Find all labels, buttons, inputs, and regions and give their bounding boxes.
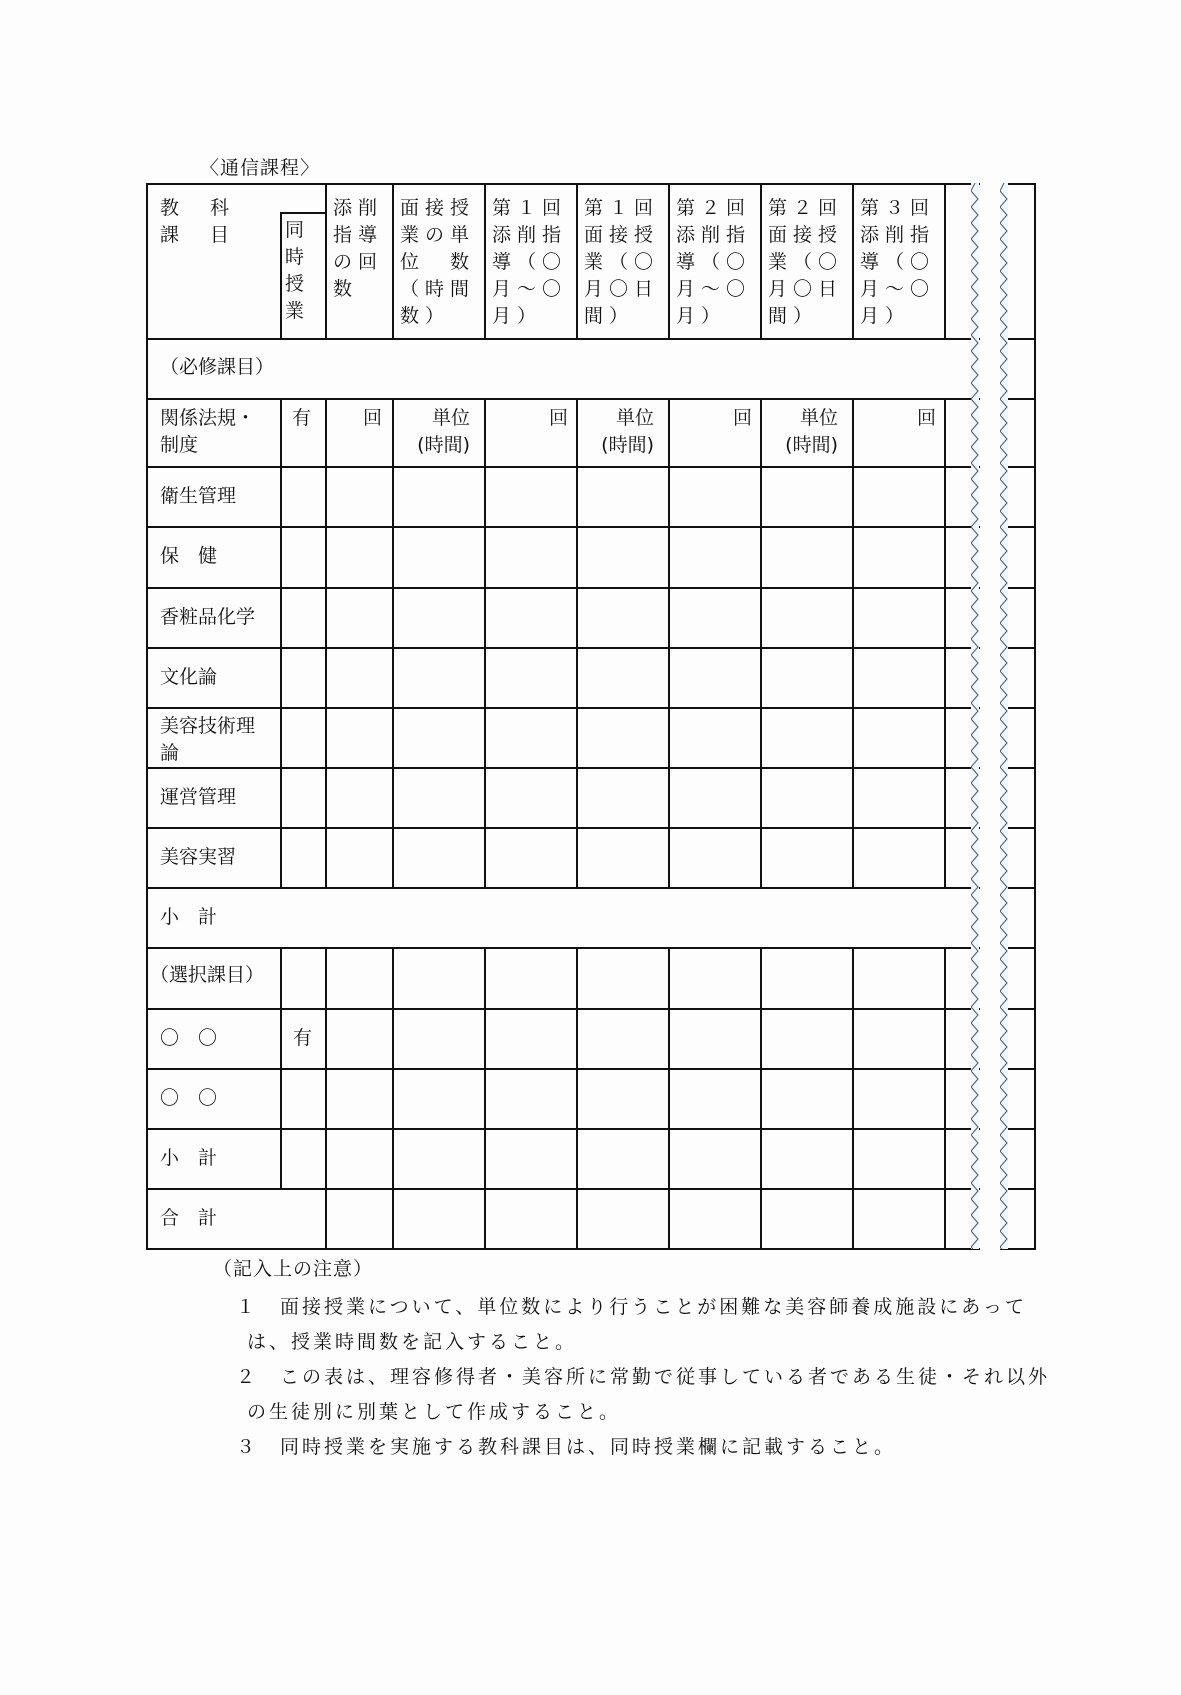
table-rule (325, 1068, 327, 1130)
table-rule (944, 827, 946, 889)
table-rule (146, 338, 1036, 340)
table-rule (280, 707, 282, 769)
row-total: 合 計 (160, 1207, 218, 1229)
row-subject: 〇 〇 (160, 1087, 218, 1109)
header-interview_units: 面接授 業の単 位 数 （時間 数） (400, 197, 476, 327)
table-rule (576, 827, 578, 889)
row-subject: 香粧品化学 (160, 606, 256, 628)
table-rule (392, 466, 394, 528)
row-count-unit: 回 (732, 407, 752, 429)
row-subject: 衛生管理 (160, 485, 237, 507)
table-rule (852, 398, 854, 468)
table-rule (325, 707, 327, 769)
note-line-1b: は、授業時間数を記入すること。 (247, 1331, 578, 1353)
table-break-icon (971, 183, 979, 1249)
table-rule (668, 647, 670, 709)
table-rule (852, 647, 854, 709)
table-rule (576, 947, 578, 1010)
table-rule (852, 1188, 854, 1250)
table-rule (852, 1068, 854, 1130)
table-rule (146, 183, 1036, 185)
table-rule (668, 1188, 670, 1250)
header-c3: 第３回 添削指 導（〇 月～〇 月） (860, 197, 936, 327)
table-rule (280, 1068, 282, 1130)
table-rule (668, 466, 670, 528)
document-title: 〈通信課程〉 (200, 157, 321, 179)
table-rule (852, 1008, 854, 1070)
table-rule (576, 466, 578, 528)
table-rule (944, 767, 946, 829)
note-line-2: ２ この表は、理容修得者・美容所に常勤で従事している者である生徒・それ以外 (236, 1366, 1051, 1388)
table-rule (668, 947, 670, 1010)
table-rule (760, 1008, 762, 1070)
table-rule (668, 707, 670, 769)
table-rule (852, 827, 854, 889)
table-rule (484, 707, 486, 769)
table-rule (944, 466, 946, 528)
table-rule (280, 212, 282, 338)
table-rule (668, 1068, 670, 1130)
table-rule (392, 526, 394, 589)
table-rule (392, 398, 394, 468)
table-rule (576, 1068, 578, 1130)
table-rule (576, 647, 578, 709)
table-rule (760, 1068, 762, 1130)
table-rule (392, 1128, 394, 1190)
table-rule (280, 1008, 282, 1070)
table-rule (325, 647, 327, 709)
table-rule (760, 947, 762, 1010)
table-rule (325, 767, 327, 829)
header-correction-count: 添削 指導 の回 数 (333, 197, 384, 300)
header-simultaneous: 同 時 授 業 (285, 219, 305, 322)
row-unit-hours: 単位 (時間) (601, 407, 654, 456)
header-c1: 第１回 添削指 導（〇 月～〇 月） (492, 197, 568, 327)
table-rule (668, 767, 670, 829)
table-rule (576, 1188, 578, 1250)
table-rule (392, 647, 394, 709)
section-required: （必修課目） (160, 356, 275, 378)
table-rule (325, 398, 327, 468)
table-rule (325, 587, 327, 649)
row-subject: 小 計 (160, 906, 218, 928)
table-rule (668, 1128, 670, 1190)
table-rule (852, 1128, 854, 1190)
table-rule (760, 466, 762, 528)
table-rule (392, 1068, 394, 1130)
table-rule (668, 398, 670, 468)
table-rule (944, 1188, 946, 1250)
header-i1: 第１回 面接授 業（〇 月〇日 間） (584, 197, 660, 327)
row-unit-hours: 単位 (時間) (417, 407, 470, 456)
table-rule (760, 1128, 762, 1190)
table-rule (484, 1128, 486, 1190)
table-rule (325, 466, 327, 528)
table-rule (944, 1128, 946, 1190)
table-rule (852, 466, 854, 528)
row-subject: 美容実習 (160, 846, 237, 868)
table-rule (392, 183, 394, 340)
row-unit-hours: 単位 (時間) (785, 407, 838, 456)
row-subject: 文化論 (160, 666, 218, 688)
table-rule (668, 526, 670, 589)
table-rule (944, 1068, 946, 1130)
row-subject: 美容技術理 論 (160, 715, 256, 764)
table-rule (760, 587, 762, 649)
table-rule (392, 1008, 394, 1070)
table-rule (852, 526, 854, 589)
table-rule (944, 526, 946, 589)
note-line-1: １ 面接授業について、単位数により行うことが困難な美容師養成施設にあって (236, 1296, 1028, 1318)
table-rule (392, 707, 394, 769)
table-rule (325, 827, 327, 889)
table-break-icon (1000, 183, 1008, 1249)
table-rule (852, 587, 854, 649)
table-rule (484, 587, 486, 649)
table-rule (760, 1188, 762, 1250)
table-rule (852, 767, 854, 829)
section-elective: （選択課目） (150, 964, 265, 986)
table-rule (280, 398, 282, 468)
table-rule (484, 1068, 486, 1130)
table-rule (760, 526, 762, 589)
table-rule (325, 183, 327, 340)
row-subject: 小 計 (160, 1147, 218, 1169)
table-rule (1034, 183, 1036, 1250)
table-rule (668, 587, 670, 649)
row-subject: 運営管理 (160, 786, 237, 808)
header-subject: 教 科 課 目 (160, 197, 236, 246)
row-count-unit: 回 (916, 407, 936, 429)
table-rule (392, 767, 394, 829)
row-count-unit: 回 (362, 407, 382, 429)
table-rule (325, 526, 327, 589)
table-rule (280, 587, 282, 649)
table-rule (146, 1248, 1036, 1250)
row-simultaneous: 有 (292, 407, 312, 429)
table-rule (280, 827, 282, 889)
table-rule (280, 1128, 282, 1190)
note-line-3: ３ 同時授業を実施する教科課目は、同時授業欄に記載すること。 (236, 1436, 897, 1458)
table-rule (576, 398, 578, 468)
table-rule (325, 1008, 327, 1070)
row-subject: 関係法規・ 制度 (160, 407, 256, 456)
table-rule (146, 183, 148, 1250)
table-rule (944, 947, 946, 1010)
table-rule (484, 1188, 486, 1250)
table-rule (944, 587, 946, 649)
row-subject: 〇 〇 (160, 1027, 218, 1049)
table-rule (944, 398, 946, 468)
table-rule (852, 947, 854, 1010)
table-break-gap (980, 180, 1000, 1252)
header-c2: 第２回 添削指 導（〇 月～〇 月） (676, 197, 752, 327)
table-rule (484, 398, 486, 468)
table-rule (852, 707, 854, 769)
table-rule (944, 707, 946, 769)
table-rule (760, 398, 762, 468)
table-rule (760, 707, 762, 769)
table-rule (760, 767, 762, 829)
table-rule (576, 1008, 578, 1070)
table-rule (392, 827, 394, 889)
table-rule (944, 647, 946, 709)
table-rule (280, 212, 325, 214)
table-rule (484, 827, 486, 889)
table-rule (280, 526, 282, 589)
table-rule (668, 827, 670, 889)
header-i2: 第２回 面接授 業（〇 月〇日 間） (768, 197, 844, 327)
table-rule (325, 1128, 327, 1190)
table-rule (576, 1128, 578, 1190)
table-rule (484, 1008, 486, 1070)
table-rule (280, 466, 282, 528)
table-rule (484, 947, 486, 1010)
table-rule (484, 647, 486, 709)
table-rule (280, 767, 282, 829)
table-rule (576, 587, 578, 649)
note-line-2b: の生徒別に別葉として作成すること。 (247, 1401, 622, 1423)
notes-heading: （記入上の注意） (213, 1258, 374, 1280)
table-rule (944, 1008, 946, 1070)
table-rule (576, 526, 578, 589)
row-count-unit: 回 (548, 407, 568, 429)
table-rule (392, 1188, 394, 1250)
table-rule (392, 587, 394, 649)
table-rule (484, 526, 486, 589)
table-rule (484, 767, 486, 829)
table-rule (325, 1188, 327, 1250)
table-rule (576, 767, 578, 829)
table-rule (760, 827, 762, 889)
table-rule (484, 466, 486, 528)
table-rule (760, 647, 762, 709)
table-rule (576, 707, 578, 769)
table-rule (280, 647, 282, 709)
table-rule (668, 1008, 670, 1070)
row-simultaneous: 有 (293, 1027, 313, 1049)
row-subject: 保 健 (160, 545, 218, 567)
